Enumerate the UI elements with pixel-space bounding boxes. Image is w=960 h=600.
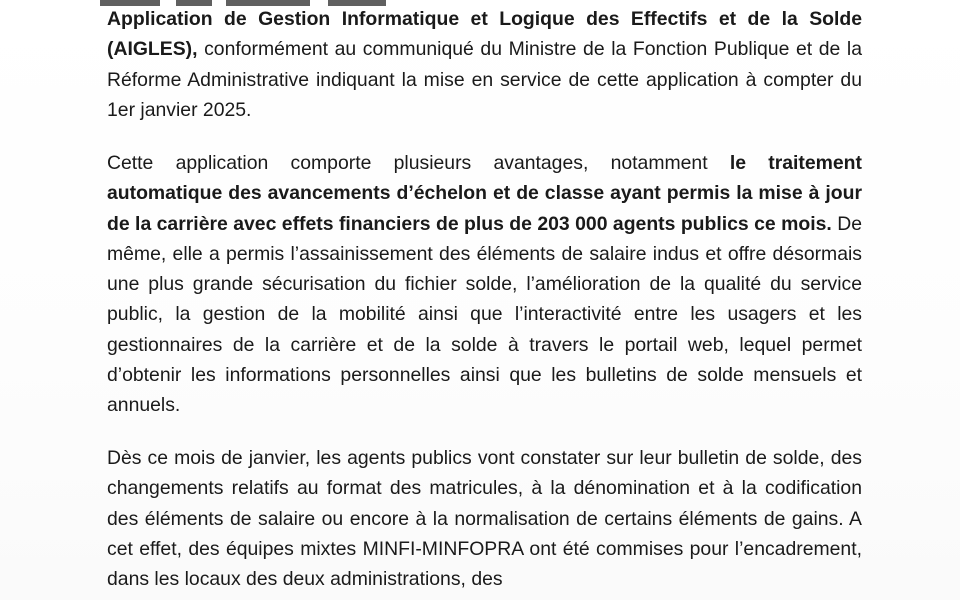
paragraph-aigles-intro <box>107 4 862 125</box>
paragraph-text: Dès ce mois de janvier, les agents publics vont constater sur leur bulletin de solde, des changements relatifs au format des matricules, à la dénomination et à la codification des éléments de salaire ou encore à la normalisation de certains éléments de gains. A cet effet, des équipes mixtes MINFI-MINFOPRA ont été commises pour l’encadrement, dans les locaux des deux administrations, des <box>107 447 862 591</box>
paragraph-text: De même, elle a permis l’assainissement des éléments de salaire indus et offre désormais une plus grande sécurisation du fichier solde, l’amélioration de la qualité du service public, la gestion de la mobilité ainsi que l’interactivité entre les usagers et les gestionnaires de la carrière et de la solde à travers le portail web, lequel permet d’obtenir les informations personnelles ainsi que les bulletins de solde mensuels et annuels. <box>107 212 862 417</box>
highlight-bold: le traitement automatique des avancements d’échelon et de classe ayant permis la mise à jour de la carrière avec effets financiers de plus de 203 000 agents publics ce mois. <box>107 152 862 235</box>
paragraph-advantages <box>107 148 862 421</box>
application-name-bold: Application de Gestion Informatique et Logique des Effectifs et de la Solde (AIGLES), <box>107 8 862 61</box>
paragraph-text: conformément au communiqué du Ministre de la Fonction Publique et de la Réforme Administrative indiquant la mise en service de cette application à compter du 1er janvier 2025. <box>107 38 862 121</box>
paragraph-text: Cette application comporte plusieurs avantages, notamment <box>107 152 730 174</box>
paragraph-january-changes <box>107 443 862 594</box>
